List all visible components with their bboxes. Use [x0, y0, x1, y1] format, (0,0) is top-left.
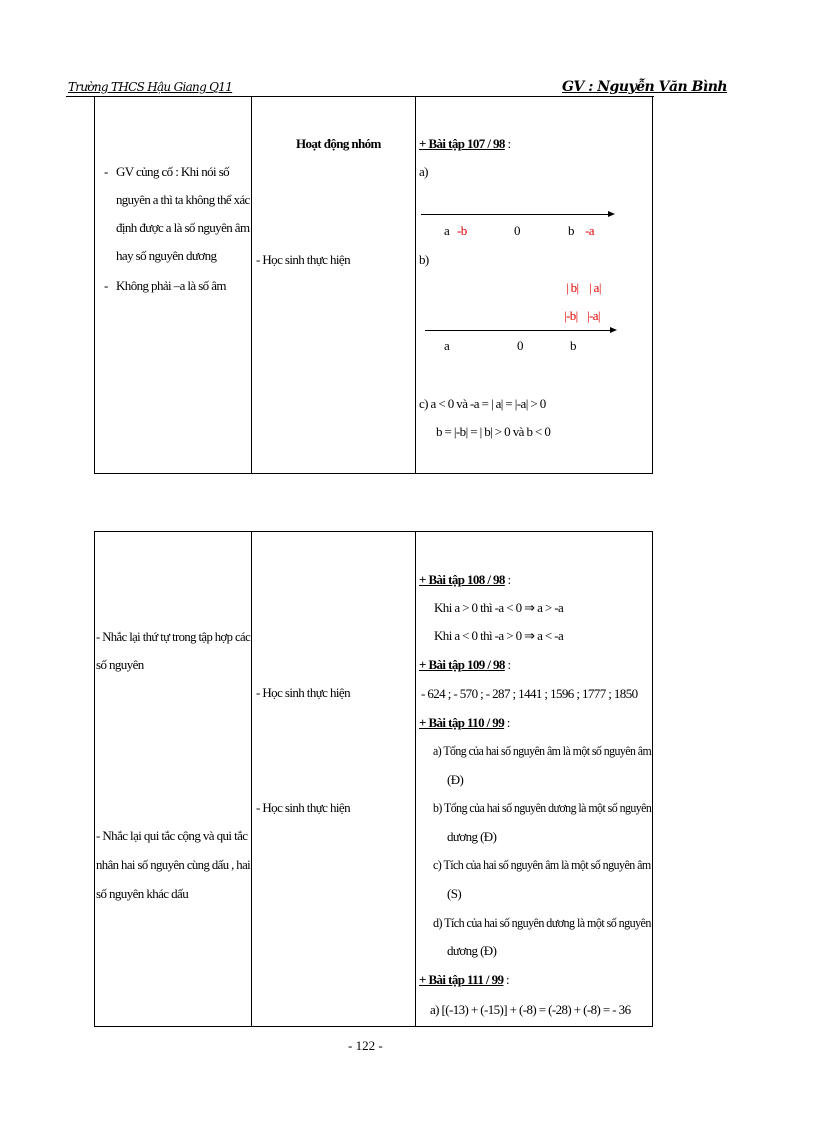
table-1-right-border [652, 97, 653, 474]
t1-part-c-line2: b = |-b| = | b| > 0 và b < 0 [436, 424, 551, 439]
t2-ex108-title-colon: : [504, 572, 511, 587]
page-number: - 122 - [348, 1038, 383, 1053]
t2-ex109-title-text: + Bài tập 109 / 98 [419, 657, 505, 672]
t2-ex111-title-colon: : [503, 972, 510, 987]
t2-ex108-line2: Khi a < 0 thì -a > 0 ⇒ a < -a [434, 628, 564, 643]
abs-neg-b: |-b| [564, 308, 578, 323]
number-line-1 [421, 214, 609, 215]
t1-part-b-label: b) [419, 252, 429, 267]
nl1-neg-a: -a [585, 223, 594, 238]
t2-ex110-c-line1: c) Tích của hai số nguyên âm là một số nguyên âm [433, 857, 651, 872]
t1-part-a-label: a) [419, 164, 428, 179]
t1-dash-1: - [104, 164, 108, 179]
nl1-neg-b: -b [457, 223, 467, 238]
t1-exercise-title-text: + Bài tập 107 / 98 [419, 136, 505, 151]
t2-item1-line1: - Nhắc lại thứ tự trong tập hợp các [96, 629, 251, 644]
table-2-divider-2 [415, 531, 416, 1027]
nl2-b: b [570, 338, 576, 353]
t2-ex109-title [419, 655, 510, 675]
t2-ex108-title [419, 570, 510, 590]
t2-ex111-a: a) [(-13) + (-15)] + (-8) = (-28) + (-8) = - 36 [430, 1002, 631, 1017]
t2-student-note-2: - Học sinh thực hiện [256, 800, 350, 815]
t1-student-note: - Học sinh thực hiện [256, 252, 350, 267]
table-2-top-border [94, 531, 653, 532]
t2-ex110-d-line1: d) Tích của hai số nguyên dương là một số nguyên [433, 915, 651, 930]
number-line-1-arrow-icon [608, 211, 615, 217]
t1-dash-2: - [104, 278, 108, 293]
number-line-2-arrow-icon [610, 327, 617, 333]
abs-neg-a: |-a| [587, 308, 600, 323]
table-1-left-border [94, 97, 95, 474]
t2-item2-line3: số nguyên khác dấu [96, 886, 189, 901]
t2-ex110-b-line1: b) Tổng của hai số nguyên dương là một số nguyên [433, 800, 652, 815]
table-2-right-border [652, 531, 653, 1027]
t2-student-note-1: - Học sinh thực hiện [256, 685, 350, 700]
t1-bullet1-line1: GV củng cố : Khi nói số [116, 164, 230, 179]
t2-ex110-title-text: + Bài tập 110 / 99 [419, 715, 505, 730]
t2-ex110-d-line2: dương (Đ) [447, 943, 497, 958]
header-rule [66, 96, 654, 97]
t1-exercise-title-colon: : [504, 136, 511, 151]
abs-a: | a| [589, 280, 601, 295]
nl1-zero: 0 [514, 223, 520, 238]
table-1-divider-2 [415, 97, 416, 474]
t2-ex110-a-line2: (Đ) [447, 772, 464, 787]
t2-ex110-c-line2: (S) [447, 886, 462, 901]
header-teacher: GV : Nguyễn Văn Bình [562, 79, 728, 95]
t2-ex111-title-text: + Bài tập 111 / 99 [419, 972, 504, 987]
nl2-a: a [444, 338, 450, 353]
t2-item2-line1: - Nhắc lại qui tắc cộng và qui tắc [96, 828, 248, 843]
number-line-2 [425, 330, 611, 331]
t2-ex110-b-line2: dương (Đ) [447, 829, 497, 844]
abs-b: | b| [566, 280, 579, 295]
nl2-zero: 0 [517, 338, 523, 353]
t2-ex110-title [419, 713, 510, 733]
t1-bullet2: Không phải –a là số âm [116, 278, 226, 293]
t1-part-c-line1: c) a < 0 và -a = | a| = |-a| > 0 [419, 396, 546, 411]
t2-ex109-title-colon: : [504, 657, 511, 672]
t1-bullet1-line3: định được a là số nguyên âm [116, 220, 250, 235]
t2-ex111-title [419, 970, 509, 990]
t1-bullet1-line2: nguyên a thì ta không thể xác [116, 192, 250, 207]
nl1-a: a [444, 223, 450, 238]
table-2-left-border [94, 531, 95, 1027]
table-2-bottom-border [94, 1026, 653, 1027]
t1-bullet1-line4: hay số nguyên dương [116, 248, 217, 263]
t2-item1-line2: số nguyên [96, 657, 144, 672]
t1-exercise-title [419, 134, 510, 154]
t2-item2-line2: nhân hai số nguyên cùng dấu , hai [96, 857, 251, 872]
t2-ex108-line1: Khi a > 0 thì -a < 0 ⇒ a > -a [434, 600, 564, 615]
nl1-b: b [568, 223, 574, 238]
t2-ex110-a-line1: a) Tổng của hai số nguyên âm là một số nguyên âm [433, 743, 652, 758]
t2-ex109-line1: - 624 ; - 570 ; - 287 ; 1441 ; 1596 ; 1777 ; 1850 [421, 686, 638, 701]
table-1-bottom-border [94, 473, 653, 474]
header-school: Trường THCS Hậu Giang Q11 [68, 80, 233, 94]
table-2-divider-1 [251, 531, 252, 1027]
t2-ex110-title-colon: : [504, 715, 510, 730]
table-1-divider-1 [251, 97, 252, 474]
t1-group-heading: Hoạt động nhóm [296, 136, 381, 151]
t2-ex108-title-text: + Bài tập 108 / 98 [419, 572, 505, 587]
